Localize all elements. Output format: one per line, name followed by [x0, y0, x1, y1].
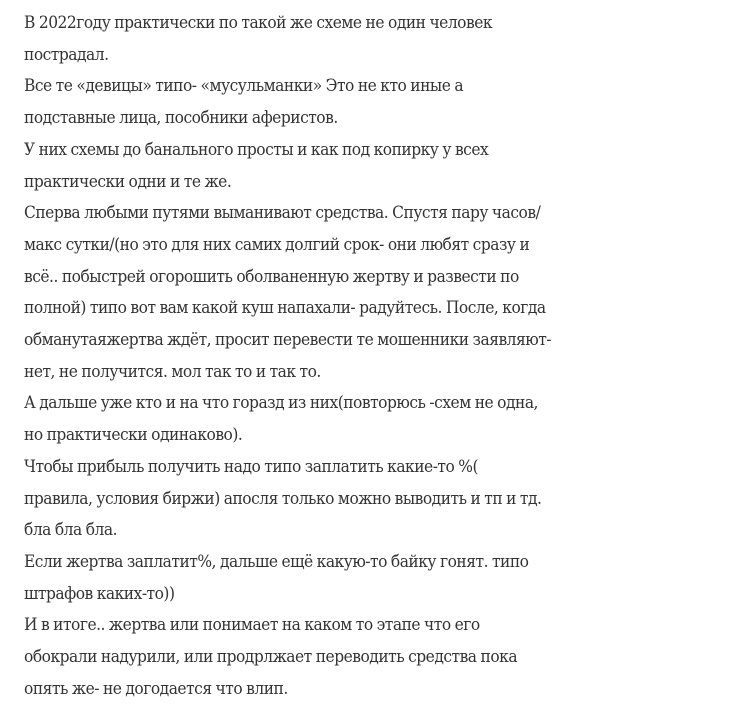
text-line: практически одни и те же. [24, 171, 232, 192]
text-line: нет, не получится. мол так то и так то. [24, 361, 321, 382]
text-line: макс сутки/(но это для них самих долгий срок- они любят сразу и [24, 234, 530, 255]
text-line: В 2022году практически по такой же схеме не один человек [24, 13, 493, 33]
text-line: Чтобы прибыль получить надо типо заплатить какие-то %( [24, 456, 479, 477]
text-line: бла бла бла. [24, 520, 118, 541]
text-line: Все те «девицы» типо- «мусульманки» Это не кто иные а [24, 76, 464, 97]
text-line: штрафов каких-то)) [24, 583, 175, 604]
text-line: подставные лица, пособники аферистов. [24, 108, 338, 129]
text-line: Если жертва заплатит%, дальше ещё какую-то байку гонят. типо [24, 551, 529, 572]
text-line: Сперва любыми путями выманивают средства. Спустя пару часов/ [24, 203, 541, 224]
text-line: обманутаяжертва ждёт, просит перевести те мошенники заявляют- [24, 330, 552, 351]
text-line: опять же- не догодается что влип. [24, 678, 288, 699]
text-line: И в итоге.. жертва или понимает на каком то этапе что его [24, 615, 480, 636]
text-line: обокрали надурили, или продрлжает переводить средства пока [24, 647, 518, 668]
text-line: правила, условия биржи) апосля только можно выводить и тп и тд. [24, 488, 542, 509]
text-line: всё.. побыстрей огорошить оболваненную жертву и развести по [24, 266, 519, 287]
text-line: У них схемы до банального просты и как под копирку у всех [24, 139, 489, 160]
text-line: полной) типо вот вам какой куш напахали- радуйтесь. После, когда [24, 298, 546, 319]
text-line: А дальше уже кто и на что горазд из них(повторюсь -схем не одна, [24, 393, 538, 414]
text-line: пострадал. [24, 44, 109, 65]
text-line: но практически одинаково). [24, 425, 243, 446]
